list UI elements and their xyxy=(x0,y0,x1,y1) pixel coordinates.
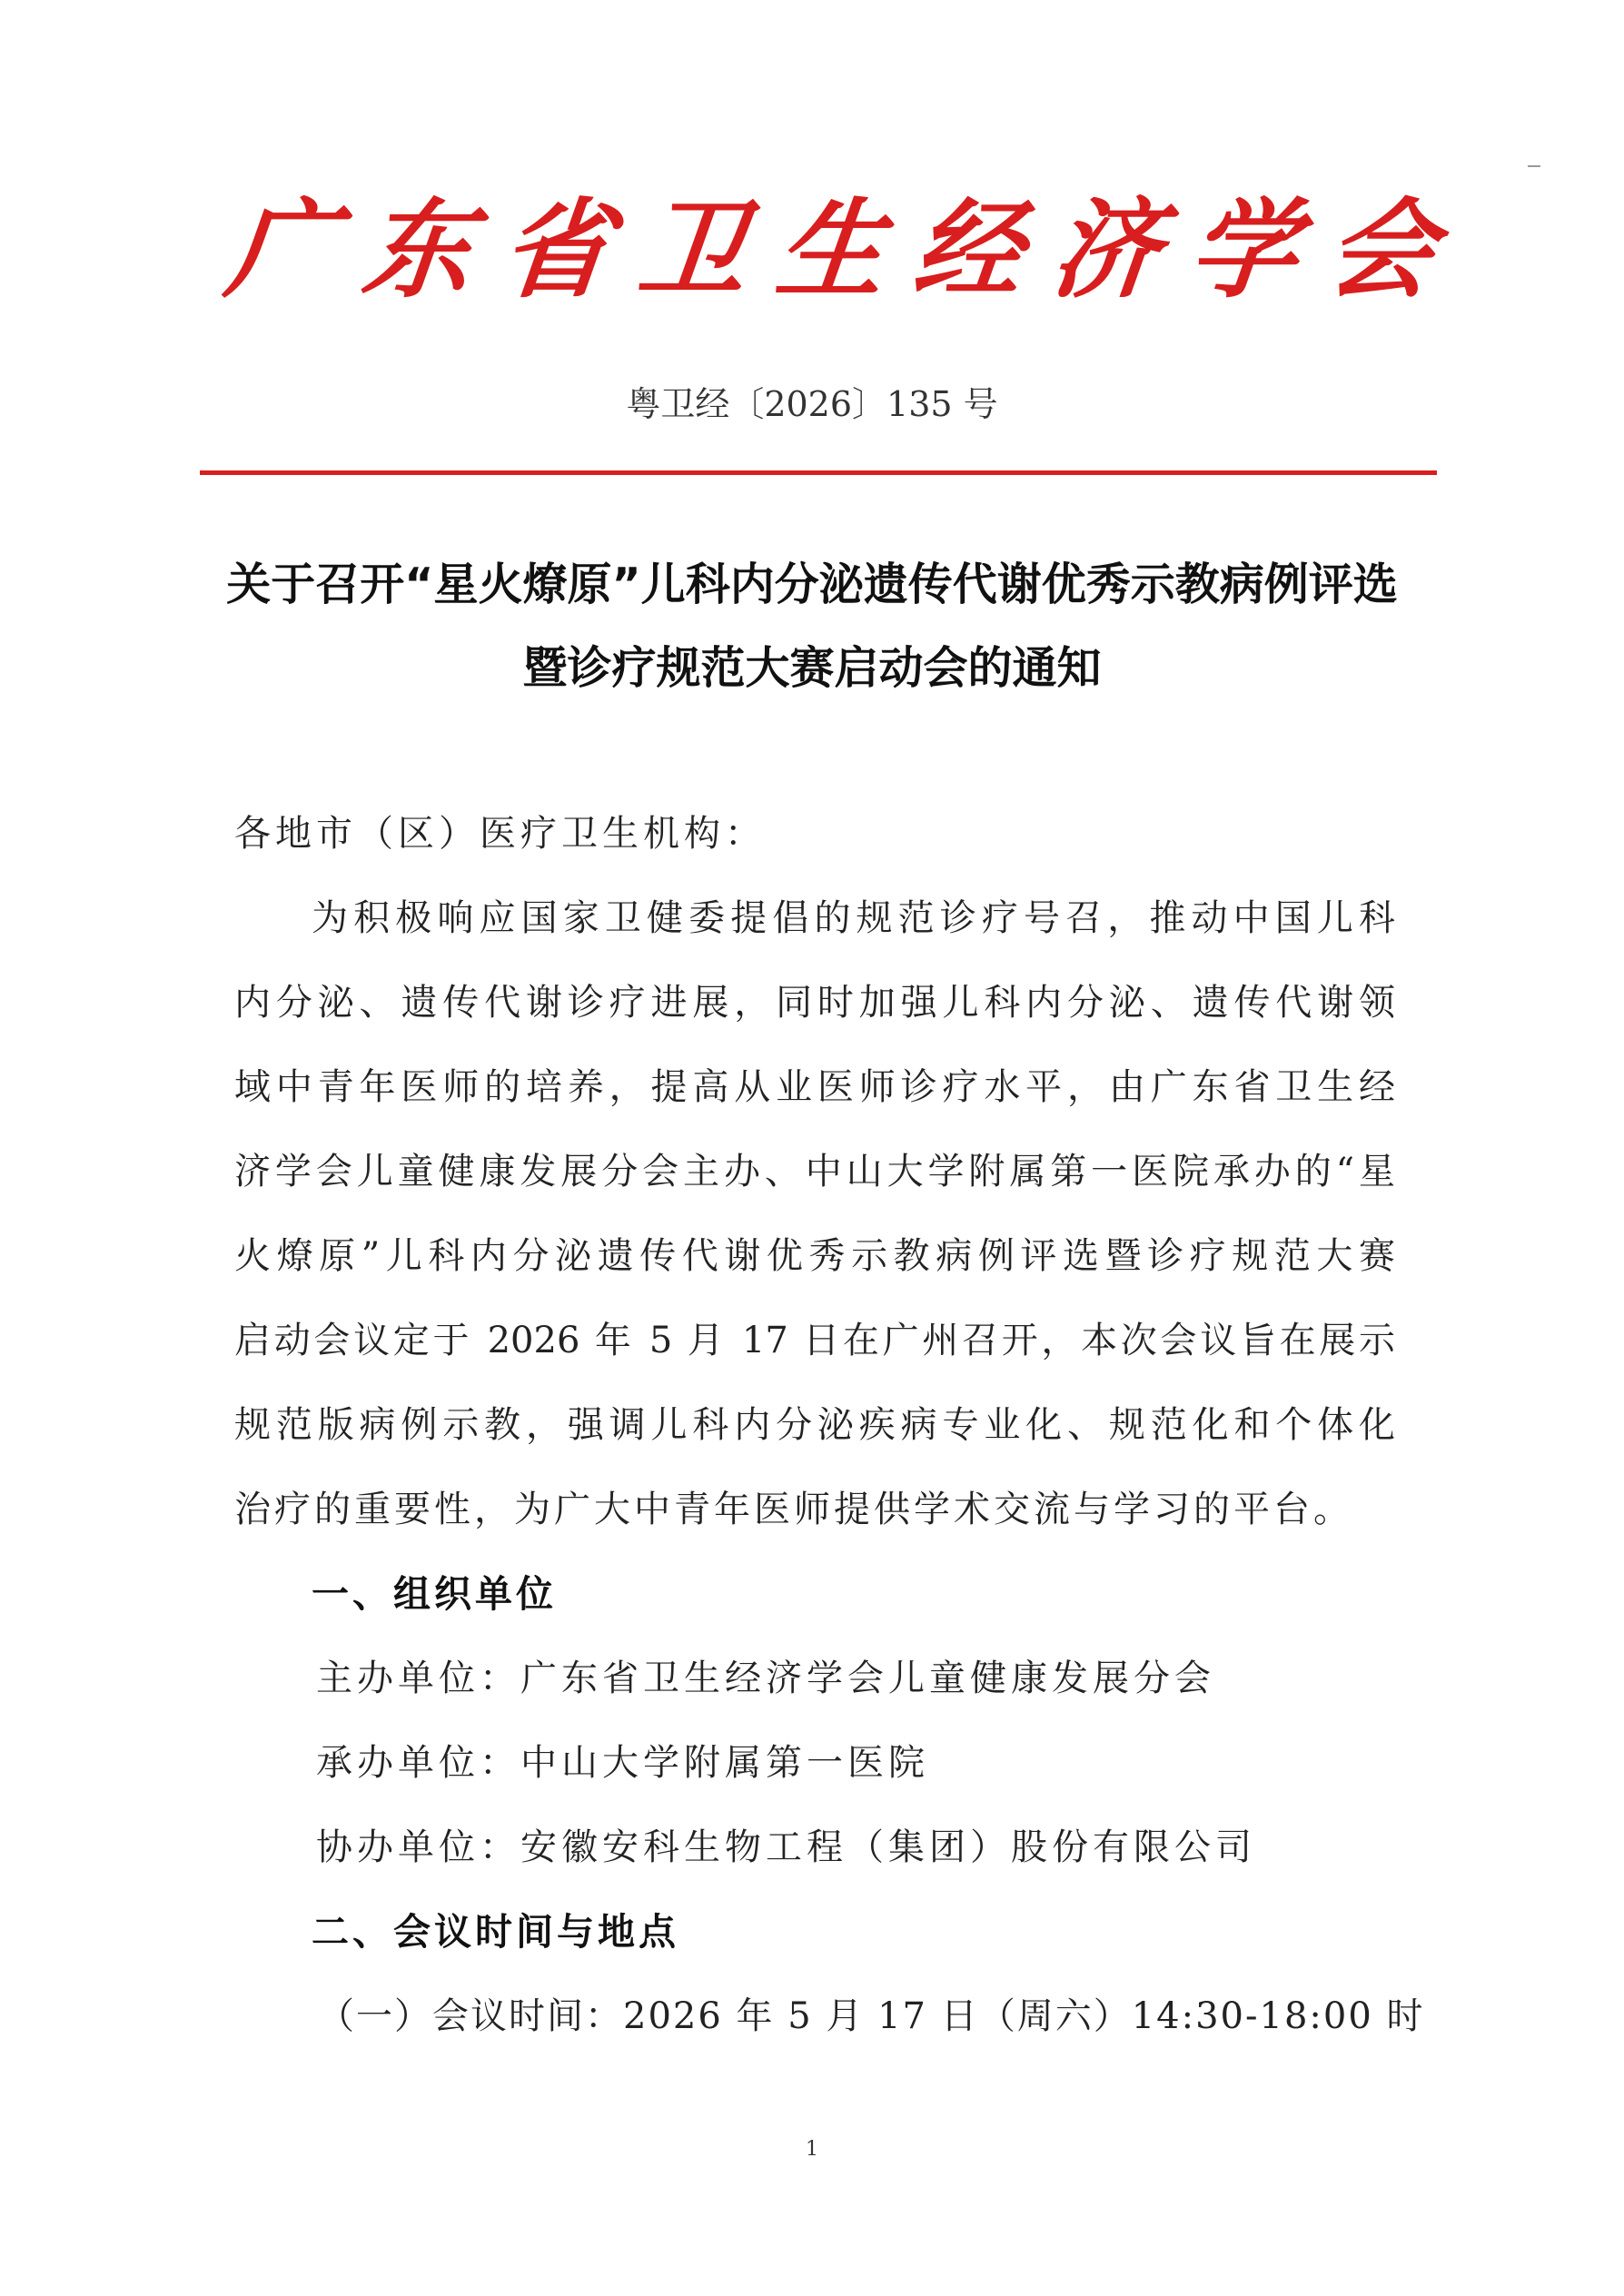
org-header-char: 经 xyxy=(908,186,1029,312)
red-divider-rule xyxy=(200,470,1437,475)
intro-line: 启动会议定于 2026 年 5 月 17 日在广州召开，本次会议旨在展示 xyxy=(234,1320,1395,1361)
org-header-char: 学 xyxy=(1183,186,1304,312)
scan-mark xyxy=(1528,165,1540,167)
intro-line: 治疗的重要性，为广大中青年医师提供学术交流与学习的平台。 xyxy=(234,1489,1353,1530)
org-header-char: 济 xyxy=(1045,186,1167,312)
organizer-host: 主办单位：广东省卫生经济学会儿童健康发展分会 xyxy=(316,1658,1215,1699)
section-heading-organizers: 一、组织单位 xyxy=(312,1572,557,1616)
meeting-time: （一）会议时间：2026 年 5 月 17 日（周六）14:30-18:00 时 xyxy=(318,1995,1425,2037)
intro-line: 规范版病例示教，强调儿科内分泌疾病专业化、规范化和个体化 xyxy=(234,1404,1395,1446)
organizer-co-host: 协办单位：安徽安科生物工程（集团）股份有限公司 xyxy=(316,1826,1256,1868)
intro-line: 济学会儿童健康发展分会主办、中山大学附属第一医院承办的“星 xyxy=(234,1151,1395,1193)
organizer-undertaker: 承办单位：中山大学附属第一医院 xyxy=(316,1742,929,1784)
org-header-char: 生 xyxy=(770,186,892,312)
document-number: 粤卫经〔2026〕135 号 xyxy=(626,384,998,424)
addressee: 各地市（区）医疗卫生机构： xyxy=(234,813,766,855)
intro-line: 为积极响应国家卫健委提倡的规范诊疗号召，推动中国儿科 xyxy=(312,897,1395,939)
intro-line: 内分泌、遗传代谢诊疗进展，同时加强儿科内分泌、遗传代谢领 xyxy=(234,982,1395,1024)
org-header-char: 东 xyxy=(358,186,479,312)
title-line-2: 暨诊疗规范大赛启动会的通知 xyxy=(522,642,1102,694)
page-number: 1 xyxy=(806,2138,818,2161)
org-header-char: 省 xyxy=(495,186,617,312)
notice-title xyxy=(136,543,1488,710)
intro-line: 火燎原”儿科内分泌遗传代谢优秀示教病例评选暨诊疗规范大赛 xyxy=(234,1235,1395,1277)
org-header-char: 广 xyxy=(220,186,342,312)
title-line-1: 关于召开“星火燎原”儿科内分泌遗传代谢优秀示教病例评选 xyxy=(226,559,1398,610)
intro-line: 域中青年医师的培养，提高从业医师诊疗水平，由广东省卫生经 xyxy=(234,1066,1395,1108)
section-heading-time-place: 二、会议时间与地点 xyxy=(312,1910,679,1954)
org-header-char: 卫 xyxy=(633,186,754,312)
org-header xyxy=(220,173,1442,327)
org-header-char: 会 xyxy=(1321,186,1442,312)
